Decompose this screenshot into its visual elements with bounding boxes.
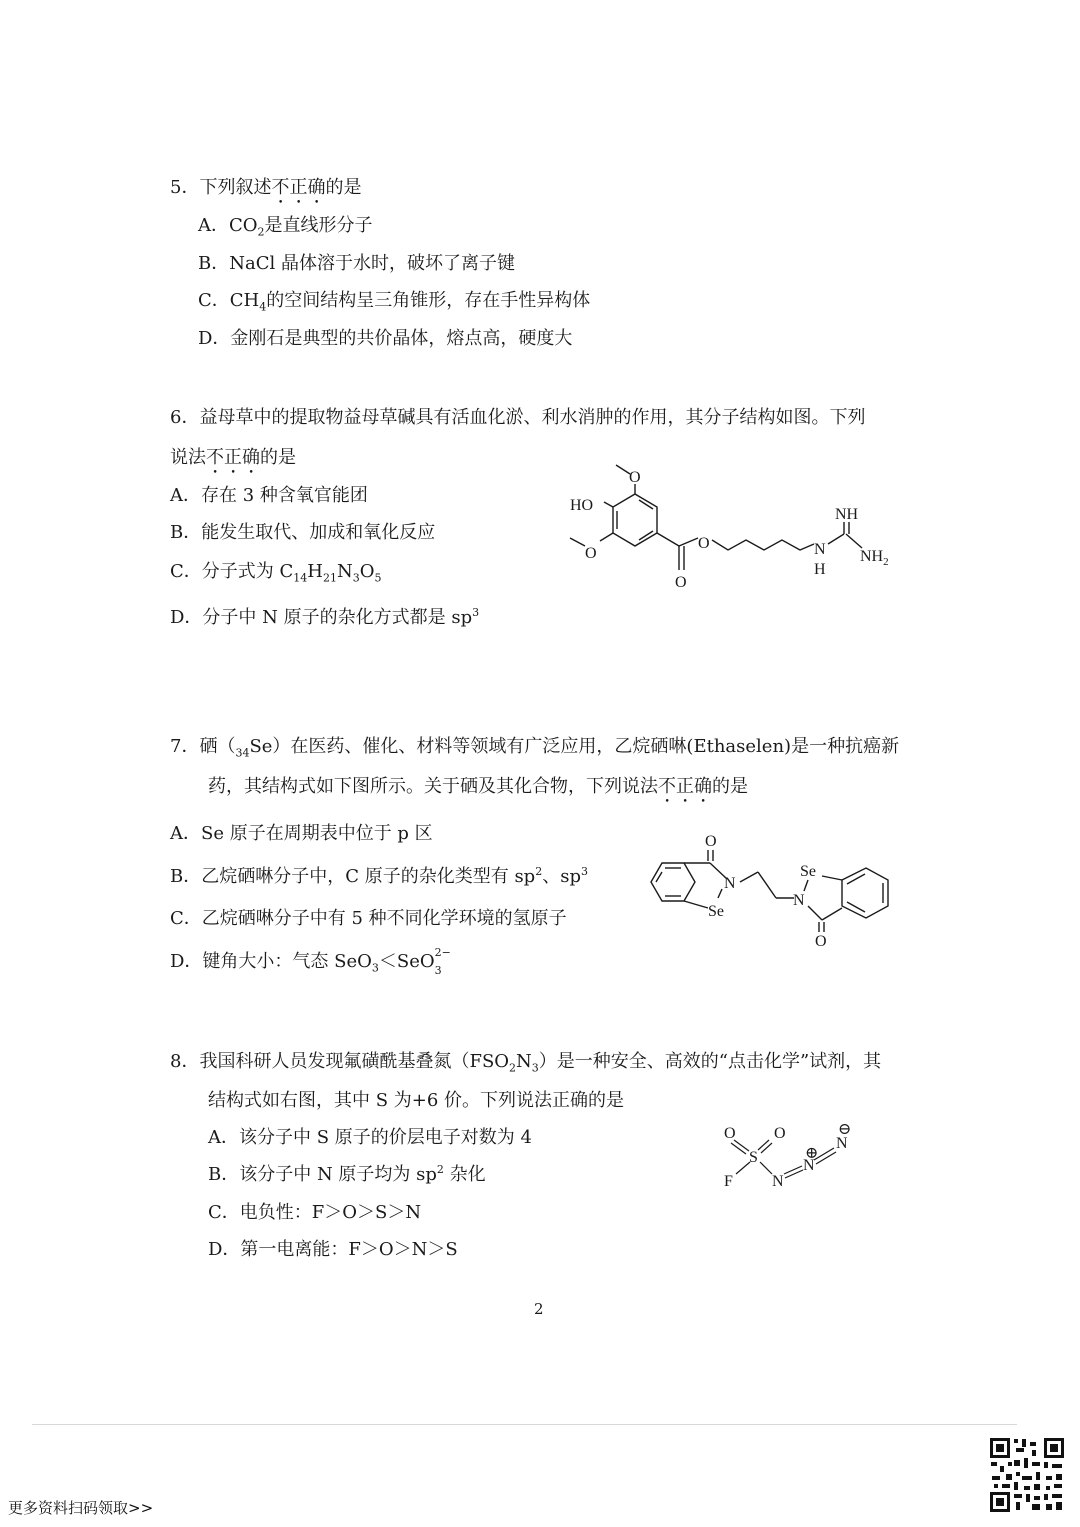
q7-struct-n2: N	[793, 892, 805, 909]
q7-struct-se1: Se	[708, 903, 724, 920]
q7-option-d: D．键角大小：气态 SeO$_3$＜SeO 2− 3	[170, 946, 451, 977]
q8-stem-line2: 结构式如右图，其中 S 为+6 价。下列说法正确的是	[208, 1090, 625, 1111]
q6-stem-line1: 6．益母草中的提取物益母草碱具有活血化淤、利水消肿的作用，其分子结构如图。下列	[170, 407, 866, 428]
q8-struct-n2: N	[803, 1157, 815, 1174]
q8-struct-o2: O	[774, 1125, 786, 1142]
q7-option-a: A．Se 原子在周期表中位于 p 区	[170, 823, 433, 844]
q8-struct-s: S	[749, 1149, 758, 1166]
q6-struct-o-left: O	[585, 545, 597, 562]
q6-stem-line2: 说法不正确的是	[170, 447, 296, 468]
q6-struct-o-carbonyl: O	[675, 574, 687, 591]
q8-struct-o1: O	[724, 1125, 736, 1142]
qr-code-icon[interactable]	[988, 1436, 1066, 1514]
q7-stem-line1: 7．硒$(_{34}Se)$在医药、催化、材料等领域有广泛应用，乙烷硒啉(Ethaselen)是一种抗癌新	[170, 736, 900, 760]
q8-struct-n3: N	[836, 1135, 848, 1152]
q7-struct-o1: O	[705, 833, 717, 850]
q5-option-d: D．金刚石是典型的共价晶体，熔点高，硬度大	[198, 328, 573, 349]
q6-option-c: C．分子式为 $C_{14}H_{21}N_3O_5$	[170, 561, 382, 585]
fso2n3-structure	[718, 1118, 868, 1198]
q5-stem: 5．下列叙述不正确的是	[170, 177, 362, 198]
q6-struct-nh: NH	[835, 506, 859, 523]
q5-option-c: C．$CH_4$的空间结构呈三角锥形，存在手性异构体	[198, 290, 591, 314]
q5-option-b: B．NaCl 晶体溶于水时，破坏了离子键	[198, 253, 515, 274]
q6-struct-h: H	[814, 561, 826, 578]
q8-option-c: C．电负性：F＞O＞S＞N	[208, 1202, 422, 1223]
q6-option-b: B．能发生取代、加成和氧化反应	[170, 522, 436, 543]
q8-struct-f: F	[724, 1173, 733, 1190]
q8-option-b: B．该分子中 N 原子均为 $sp^2$ 杂化	[208, 1163, 486, 1185]
q6-struct-o-ester: O	[698, 535, 710, 552]
footer-divider	[32, 1424, 1017, 1425]
q8-stem-line1: 8．我国科研人员发现氟磺酰基叠氮$(FSO_2N_3)$是一种安全、高效的“点击化学”试剂，其	[170, 1051, 882, 1075]
q6-option-d: D．分子中 N 原子的杂化方式都是 $sp^3$	[170, 606, 480, 628]
q8-struct-plus: ⊕	[805, 1145, 819, 1162]
footer-text: 更多资料扫码领取>>	[8, 1499, 154, 1517]
q8-option-a: A．该分子中 S 原子的价层电子对数为 4	[208, 1127, 532, 1148]
q7-struct-se2: Se	[800, 863, 816, 880]
leonurine-structure	[560, 460, 910, 595]
q7-option-c: C．乙烷硒啉分子中有 5 种不同化学环境的氢原子	[170, 908, 567, 929]
q7-struct-o2: O	[815, 933, 827, 950]
ethaselen-structure	[636, 828, 896, 953]
q6-struct-ho: HO	[570, 497, 594, 514]
q6-option-a: A．存在 3 种含氧官能团	[170, 485, 368, 506]
q6-struct-nh2: $NH_2$	[860, 548, 889, 568]
q8-struct-minus: ⊖	[838, 1121, 852, 1138]
q8-option-d: D．第一电离能：F＞O＞N＞S	[208, 1239, 458, 1260]
q7-option-b: B．乙烷硒啉分子中，C 原子的杂化类型有 $sp^2$、$sp^3$	[170, 865, 588, 887]
page-number: 2	[534, 1300, 544, 1318]
q6-struct-o-top: O	[629, 469, 641, 486]
q7-struct-n1: N	[724, 875, 736, 892]
q8-struct-n1: N	[772, 1173, 784, 1190]
q7-stem-line2: 药，其结构式如下图所示。关于硒及其化合物，下列说法不正确的是	[208, 776, 748, 797]
q5-option-a: A．$CO_2$是直线形分子	[198, 215, 373, 239]
q6-struct-n: N	[814, 541, 826, 558]
